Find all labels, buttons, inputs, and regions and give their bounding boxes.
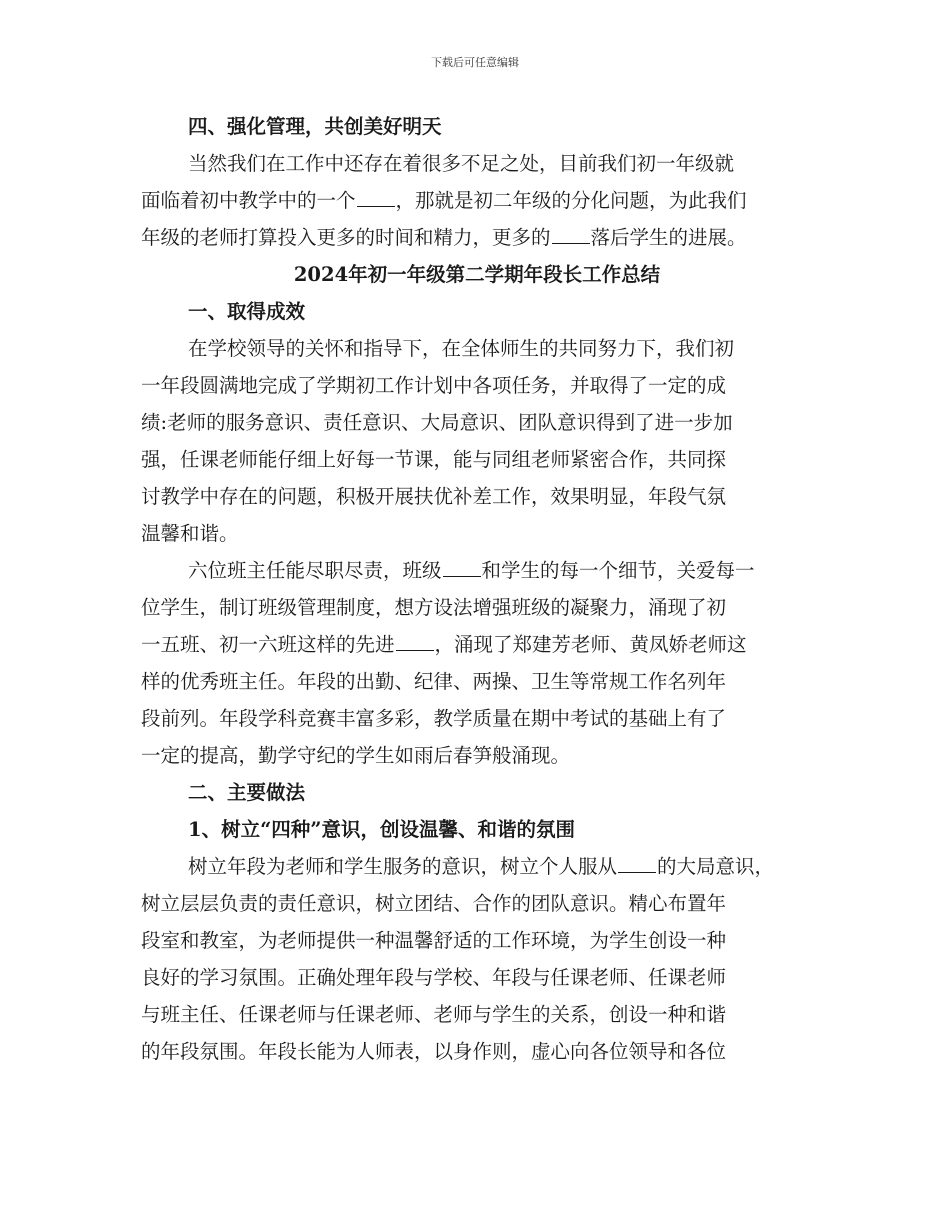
subsection-heading: 1、树立“四种”意识，创设温馨、和谐的氛围 [188,818,576,841]
text-span: 和学生的每一个细节，关爱每一 [481,559,755,582]
paragraph-line: 一定的提高，勤学守纪的学生如雨后春笋般涌现。 [141,744,571,767]
document-title: 2024年初一年级第二学期年段长工作总结 [293,263,661,286]
text-span: ，涌现了郑建芳老师、黄凤娇老师这 [434,633,747,656]
paragraph-line [141,626,813,663]
paragraph-line: 位学生，制订班级管理制度，想方设法增强班级的凝聚力，涌现了初 [141,596,727,619]
fill-blank [443,575,481,577]
text-span: 落后学生的进展。 [590,226,747,249]
header-note: 下载后可任意编辑 [431,56,519,69]
paragraph-line: 讨教学中存在的问题，积极开展扶优补差工作，效果明显，年段气氛 [141,485,727,508]
document-body [141,108,813,1070]
paragraph-line: 的年段氛围。年段长能为人师表，以身作则，虚心向各位领导和各位 [141,1040,727,1063]
paragraph-line: 强，任课老师能仔细上好每一节课，能与同组老师紧密合作，共同探 [141,448,727,471]
text-span: 一五班、初一六班这样的先进 [141,633,395,656]
paragraph-line: 一年段圆满地完成了学期初工作计划中各项任务，并取得了一定的成 [141,374,727,397]
text-span: 年级的老师打算投入更多的时间和精力，更多的 [141,226,551,249]
paragraph-line: 绩:老师的服务意识、责任意识、大局意识、团队意识得到了进一步加 [141,411,733,434]
text-span: 面临着初中教学中的一个 [141,189,356,212]
text-span: ，那就是初二年级的分化问题，为此我们 [395,189,747,212]
paragraph-line [141,219,813,256]
paragraph-line: 温馨和谐。 [141,522,239,545]
fill-blank [357,205,395,207]
section-heading: 二、主要做法 [188,781,306,804]
text-span: 树立年段为老师和学生服务的意识，树立个人服从 [188,855,618,878]
paragraph-line: 段前列。年段学科竞赛丰富多彩，教学质量在期中考试的基础上有了 [141,707,727,730]
paragraph-line: 样的优秀班主任。年段的出勤、纪律、两操、卫生等常规工作名列年 [141,670,727,693]
paragraph-line [141,182,813,219]
paragraph-line: 段室和教室，为老师提供一种温馨舒适的工作环境，为学生创设一种 [141,929,727,952]
text-span: 六位班主任能尽职尽责，班级 [188,559,442,582]
paragraph-line: 树立层层负责的责任意识，树立团结、合作的团队意识。精心布置年 [141,892,727,915]
text-span: 的大局意识， [657,855,775,878]
paragraph-line [141,848,813,885]
section-heading: 一、取得成效 [188,300,306,323]
fill-blank [618,871,656,873]
section-heading: 四、强化管理，共创美好明天 [188,115,442,138]
paragraph-line: 当然我们在工作中还存在着很多不足之处，目前我们初一年级就 [188,152,735,175]
paragraph-line: 与班主任、任课老师与任课老师、老师与学生的关系，创设一种和谐 [141,1003,727,1026]
paragraph-line: 在学校领导的关怀和指导下，在全体师生的共同努力下，我们初 [188,337,735,360]
paragraph-line [141,552,813,589]
fill-blank [552,242,590,244]
fill-blank [396,649,434,651]
paragraph-line: 良好的学习氛围。正确处理年段与学校、年段与任课老师、任课老师 [141,966,727,989]
